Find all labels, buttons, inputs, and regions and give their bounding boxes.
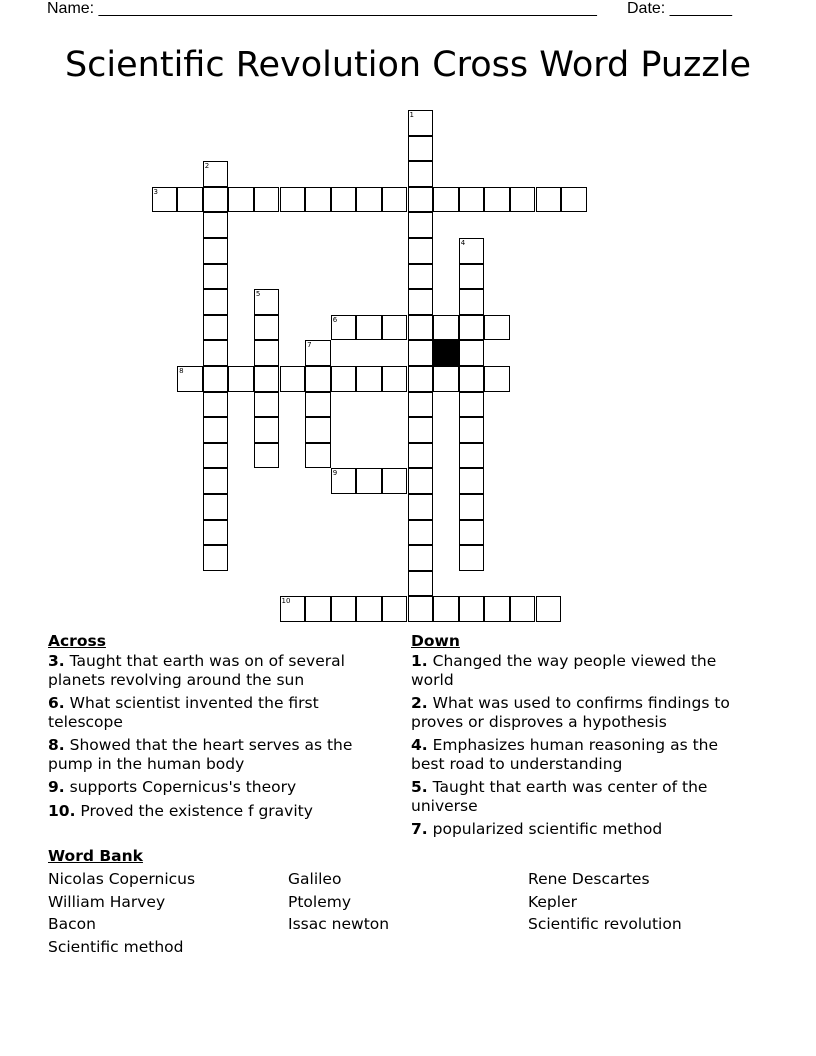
grid-cell[interactable] <box>203 366 229 392</box>
grid-cell[interactable] <box>459 443 485 469</box>
grid-cell[interactable] <box>356 315 382 341</box>
grid-cell[interactable] <box>331 315 357 341</box>
grid-cell[interactable] <box>356 187 382 213</box>
down-clue: 5. Taught that earth was center of the universe <box>411 778 708 815</box>
grid-cell[interactable] <box>203 392 229 418</box>
grid-cell[interactable] <box>484 366 510 392</box>
clue-number: 1 <box>409 111 414 119</box>
grid-cell[interactable] <box>408 571 434 597</box>
grid-cell[interactable] <box>203 264 229 290</box>
grid-cell[interactable] <box>459 545 485 571</box>
word-bank-item: Ptolemy <box>288 892 352 911</box>
grid-cell[interactable] <box>203 289 229 315</box>
grid-cell[interactable] <box>408 187 434 213</box>
grid-cell[interactable] <box>254 392 280 418</box>
down-clue: 7. popularized scientific method <box>411 820 663 838</box>
word-bank <box>48 845 788 978</box>
across-clue: 8. Showed that the heart serves as the pump in the human body <box>48 736 353 773</box>
grid-cell[interactable] <box>408 417 434 443</box>
grid-cell[interactable] <box>254 443 280 469</box>
grid-cell[interactable] <box>305 417 331 443</box>
grid-cell[interactable] <box>382 596 408 622</box>
grid-cell[interactable] <box>459 289 485 315</box>
grid-cell[interactable] <box>408 468 434 494</box>
grid-cell[interactable] <box>228 187 254 213</box>
grid-cell[interactable] <box>203 238 229 264</box>
clue-number: 10 <box>281 597 291 606</box>
down-clue: 2. What was used to confirms findings to proves or disproves a hypothesis <box>411 694 730 731</box>
grid-cell[interactable] <box>536 187 562 213</box>
word-bank-item: Nicolas Copernicus <box>48 870 196 888</box>
clue-number: 3 <box>153 187 158 196</box>
grid-cell[interactable] <box>254 340 280 366</box>
word-bank-heading: Word Bank <box>48 847 143 865</box>
grid-cell[interactable] <box>280 187 306 213</box>
name-field-label: Name: ________________________________________________________ <box>47 0 597 17</box>
word-bank-item: Galileo <box>288 870 342 888</box>
grid-cell[interactable] <box>331 366 357 392</box>
grid-cell[interactable] <box>228 366 254 392</box>
word-bank-item: Scientific revolution <box>528 915 682 933</box>
blocked-cell <box>433 340 459 366</box>
word-bank-item: Kepler <box>528 892 577 911</box>
grid-cell[interactable] <box>459 596 485 622</box>
grid-cell[interactable] <box>408 315 434 341</box>
grid-cell[interactable] <box>280 596 306 622</box>
clue-number: 4 <box>460 239 466 247</box>
word-bank-item: Scientific method <box>48 937 184 956</box>
across-clue: 3. Taught that earth was on of several planets revolving around the sun <box>48 652 345 689</box>
grid-cell[interactable] <box>254 417 280 443</box>
grid-cell[interactable] <box>408 212 434 238</box>
grid-cell[interactable] <box>459 520 485 546</box>
grid-cell[interactable] <box>408 392 434 418</box>
across-clue: 10. Proved the existence f gravity <box>48 801 313 820</box>
grid-cell[interactable] <box>408 238 434 264</box>
grid-cell[interactable] <box>433 315 459 341</box>
grid-cell[interactable] <box>459 468 485 494</box>
grid-cell[interactable] <box>356 366 382 392</box>
grid-cell[interactable] <box>408 443 434 469</box>
grid-cell[interactable] <box>177 187 203 213</box>
word-bank-list <box>48 868 788 978</box>
grid-cell[interactable] <box>382 315 408 341</box>
grid-cell[interactable] <box>510 187 536 213</box>
grid-cell[interactable] <box>254 289 280 315</box>
grid-cell[interactable] <box>408 596 434 622</box>
grid-cell[interactable] <box>484 596 510 622</box>
grid-cell[interactable] <box>356 468 382 494</box>
grid-cell[interactable] <box>203 340 229 366</box>
down-heading: Down <box>411 632 460 650</box>
grid-cell[interactable] <box>203 468 229 494</box>
grid-cell[interactable] <box>408 136 434 162</box>
grid-cell[interactable] <box>382 187 408 213</box>
clue-number: 2 <box>204 162 210 171</box>
clue-number: 7 <box>307 341 312 350</box>
grid-cell[interactable] <box>484 315 510 341</box>
grid-cell[interactable] <box>459 264 485 290</box>
clue-number: 9 <box>332 469 338 478</box>
word-bank-item: Bacon <box>48 915 96 933</box>
grid-cell[interactable] <box>331 468 357 494</box>
word-bank-item: William Harvey <box>48 892 166 911</box>
grid-cell[interactable] <box>536 596 562 622</box>
grid-cell[interactable] <box>459 417 485 443</box>
grid-cell[interactable] <box>203 545 229 571</box>
grid-cell[interactable] <box>254 366 280 392</box>
grid-cell[interactable] <box>408 340 434 366</box>
grid-cell[interactable] <box>305 187 331 213</box>
grid-cell[interactable] <box>459 392 485 418</box>
grid-cell[interactable] <box>408 161 434 187</box>
grid-cell[interactable] <box>305 366 331 392</box>
grid-cell[interactable] <box>408 289 434 315</box>
grid-cell[interactable] <box>459 494 485 520</box>
page-title: Scientific Revolution Cross Word Puzzle <box>64 45 752 85</box>
down-clue: 4. Emphasizes human reasoning as the best road to understanding <box>411 736 719 773</box>
grid-cell[interactable] <box>254 315 280 341</box>
grid-cell[interactable] <box>408 366 434 392</box>
grid-cell[interactable] <box>203 315 229 341</box>
grid-cell[interactable] <box>203 212 229 238</box>
grid-cell[interactable] <box>484 187 510 213</box>
grid-cell[interactable] <box>203 161 229 187</box>
grid-cell[interactable] <box>382 366 408 392</box>
date-field-label: Date: _______ <box>627 0 732 17</box>
grid-cell[interactable] <box>433 366 459 392</box>
across-heading: Across <box>48 632 106 650</box>
grid-cell[interactable] <box>254 187 280 213</box>
grid-cell[interactable] <box>408 494 434 520</box>
grid-cell[interactable] <box>305 392 331 418</box>
word-bank-item: Issac newton <box>288 915 390 933</box>
grid-cell[interactable] <box>408 520 434 546</box>
grid-cell[interactable] <box>433 187 459 213</box>
grid-cell[interactable] <box>382 468 408 494</box>
grid-cell[interactable] <box>433 596 459 622</box>
grid-cell[interactable] <box>356 596 382 622</box>
grid-cell[interactable] <box>510 596 536 622</box>
grid-cell[interactable] <box>561 187 587 213</box>
grid-cell[interactable] <box>331 596 357 622</box>
grid-cell[interactable] <box>203 443 229 469</box>
grid-cell[interactable] <box>459 340 485 366</box>
clue-number: 5 <box>255 290 261 299</box>
grid-cell[interactable] <box>459 238 485 264</box>
grid-cell[interactable] <box>203 520 229 546</box>
grid-cell[interactable] <box>203 494 229 520</box>
grid-cell[interactable] <box>203 417 229 443</box>
grid-cell[interactable] <box>305 443 331 469</box>
clue-number: 6 <box>332 315 338 324</box>
across-clue: 9. supports Copernicus's theory <box>48 778 297 796</box>
grid-cell[interactable] <box>280 366 306 392</box>
down-clues <box>411 630 756 844</box>
grid-cell[interactable] <box>408 110 434 136</box>
grid-cell[interactable] <box>203 187 229 213</box>
clue-number: 8 <box>179 367 184 375</box>
grid-cell[interactable] <box>305 596 331 622</box>
grid-cell[interactable] <box>331 187 357 213</box>
grid-cell[interactable] <box>305 340 331 366</box>
grid-cell[interactable] <box>408 545 434 571</box>
grid-cell[interactable] <box>459 366 485 392</box>
across-clues <box>48 630 393 825</box>
grid-cell[interactable] <box>459 187 485 213</box>
grid-cell[interactable] <box>152 187 178 213</box>
grid-cell[interactable] <box>408 264 434 290</box>
word-bank-item: Rene Descartes <box>528 870 650 888</box>
grid-cell[interactable] <box>459 315 485 341</box>
down-clue: 1. Changed the way people viewed the world <box>411 652 717 689</box>
grid-cell[interactable] <box>177 366 203 392</box>
across-clue: 6. What scientist invented the first telescope <box>48 694 319 731</box>
